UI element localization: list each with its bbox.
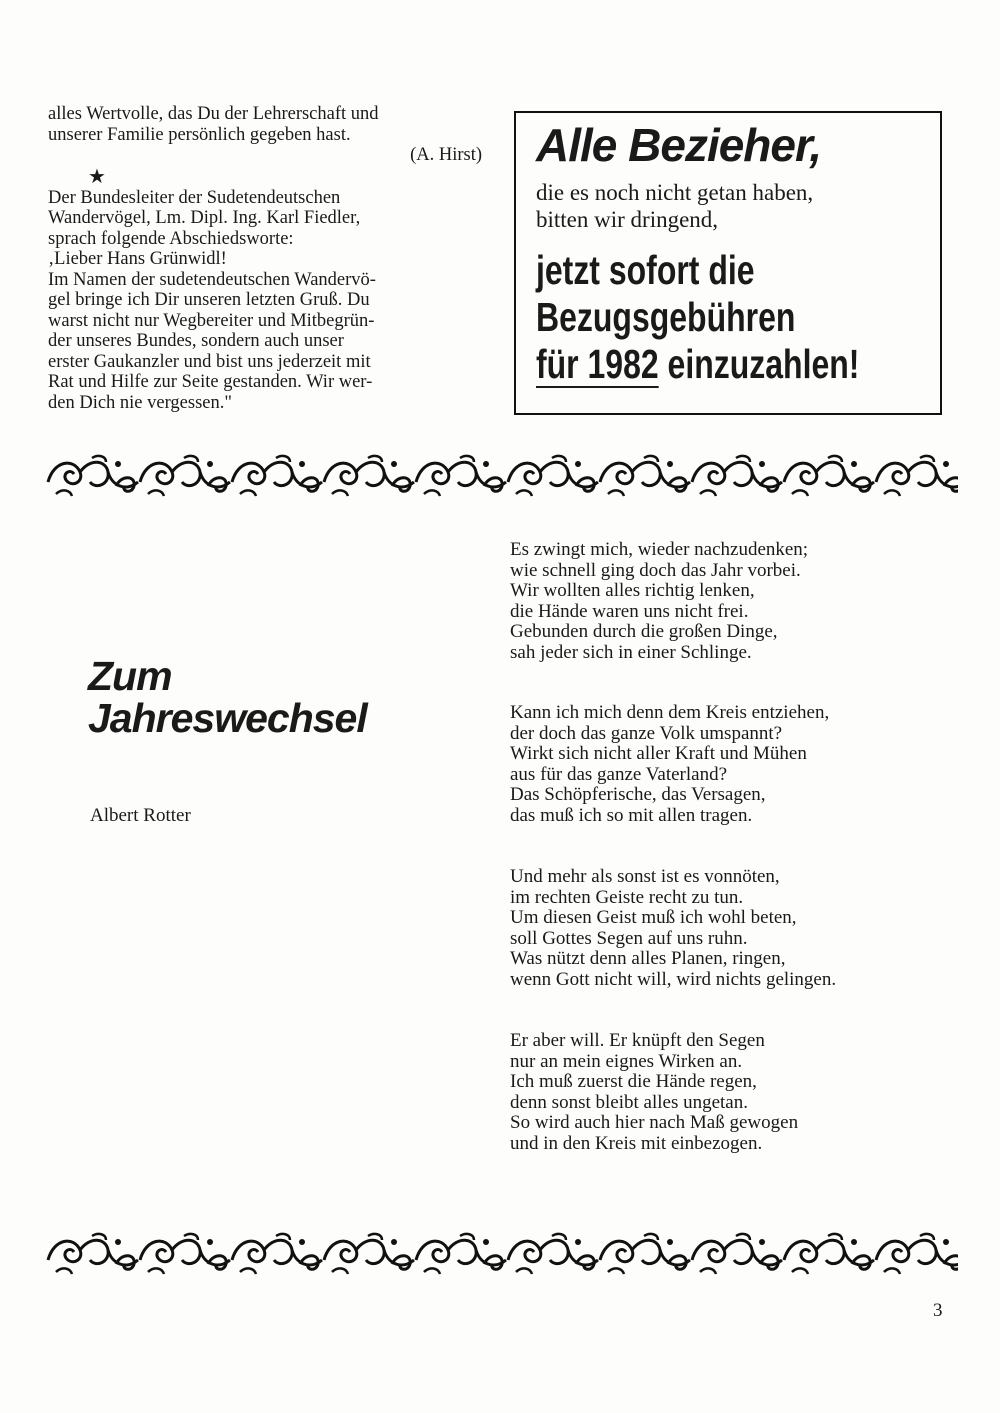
subscription-notice-box (514, 111, 942, 415)
notice-year: für 1982 (536, 341, 659, 387)
para2-line: Im Namen der sudetendeutschen Wandervö- (48, 269, 376, 290)
poem-stanza (510, 1031, 950, 1154)
title-line: Zum (88, 653, 172, 699)
para2-line: warst nicht nur Wegbereiter und Mitbegrün- (48, 310, 375, 331)
poem-line: Und mehr als sonst ist es vonnöten, (510, 866, 780, 887)
poem-line: im rechten Geiste recht zu tun. (510, 886, 744, 908)
poem-line: wenn Gott nicht will, wird nichts gelingen. (510, 968, 837, 990)
poem-line: Um diesen Geist muß ich wohl beten, (510, 907, 797, 928)
page-number: 3 (933, 1300, 943, 1321)
para1-line: alles Wertvolle, das Du der Lehrerschaft und (48, 104, 379, 124)
para2-line: erster Gaukanzler und bist uns jederzeit mit (48, 351, 371, 372)
scroll-ornament-icon (46, 452, 958, 498)
poem-line: sah jeder sich in einer Schlinge. (510, 641, 752, 663)
notice-call-line: Bezugsgebühren (536, 294, 796, 340)
notice-body-line: die es noch nicht getan haben, (536, 180, 814, 205)
scroll-ornament-icon (46, 1230, 958, 1276)
ornament-border-top (46, 452, 958, 498)
ornament-border-bottom (46, 1230, 958, 1276)
para2-line: der unseres Bundes, sondern auch unser (48, 331, 344, 351)
poem-line: denn sonst bleibt alles ungetan. (510, 1091, 748, 1113)
poem-line: aus für das ganze Vaterland? (510, 763, 727, 785)
notice-call-line: einzuzahlen! (658, 341, 860, 387)
para2-line: Wandervögel, Lm. Dipl. Ing. Karl Fiedler, (48, 208, 361, 228)
para2-line: Rat und Hilfe zur Seite gestanden. Wir wer- (48, 372, 373, 392)
notice-call-line: jetzt sofort die (536, 247, 755, 293)
para2-line: den Dich nie vergessen." (48, 392, 232, 413)
poem-line: die Hände waren uns nicht frei. (510, 600, 749, 622)
poem-stanza (510, 540, 950, 663)
poem-line: der doch das ganze Volk umspannt? (510, 722, 783, 744)
poem-line: nur an mein eignes Wirken an. (510, 1050, 743, 1072)
star-icon: ★ (88, 165, 106, 188)
poem-line: wie schnell ging doch das Jahr vorbei. (510, 559, 801, 581)
poem-line: Ich muß zuerst die Hände regen, (510, 1071, 757, 1092)
poem-line: Gebunden durch die großen Dinge, (510, 621, 778, 642)
notice-call-to-action (536, 247, 860, 388)
para2-line: sprach folgende Abschiedsworte: (48, 228, 294, 249)
poem-line: das muß ich so mit allen tragen. (510, 804, 753, 826)
poem-line: Was nützt denn alles Planen, ringen, (510, 948, 786, 969)
notice-headline: Alle Bezieher, (536, 119, 822, 171)
poem-line: Wir wollten alles richtig lenken, (510, 580, 755, 601)
signature: (A. Hirst) (410, 145, 482, 165)
poem-line: Das Schöpferische, das Versagen, (510, 784, 766, 805)
poem-author: Albert Rotter (90, 805, 191, 826)
notice-body-line: bitten wir dringend, (536, 207, 719, 232)
article-column (48, 104, 486, 413)
para2-line: ‚Lieber Hans Grünwidl! (48, 249, 227, 269)
notice-body (536, 179, 928, 233)
title-line: Jahreswechsel (88, 695, 367, 741)
poem-line: Es zwingt mich, wieder nachzudenken; (510, 539, 809, 560)
para1-line: unserer Familie persönlich gegeben hast. (48, 124, 351, 145)
para2-line: Der Bundesleiter der Sudetendeutschen (48, 187, 341, 208)
poem-line: So wird auch hier nach Maß gewogen (510, 1112, 799, 1133)
poem-stanza (510, 703, 950, 826)
poem-stanza (510, 867, 950, 990)
poem-line: Wirkt sich nicht aller Kraft und Mühen (510, 743, 807, 764)
poem-line: Er aber will. Er knüpft den Segen (510, 1030, 765, 1051)
poem-line: soll Gottes Segen auf uns ruhn. (510, 927, 748, 949)
poem-line: Kann ich mich denn dem Kreis entziehen, (510, 702, 830, 723)
poem-title (88, 655, 367, 739)
poem-line: und in den Kreis mit einbezogen. (510, 1132, 763, 1154)
para2-line: gel bringe ich Dir unseren letzten Gruß. Du (48, 290, 370, 310)
